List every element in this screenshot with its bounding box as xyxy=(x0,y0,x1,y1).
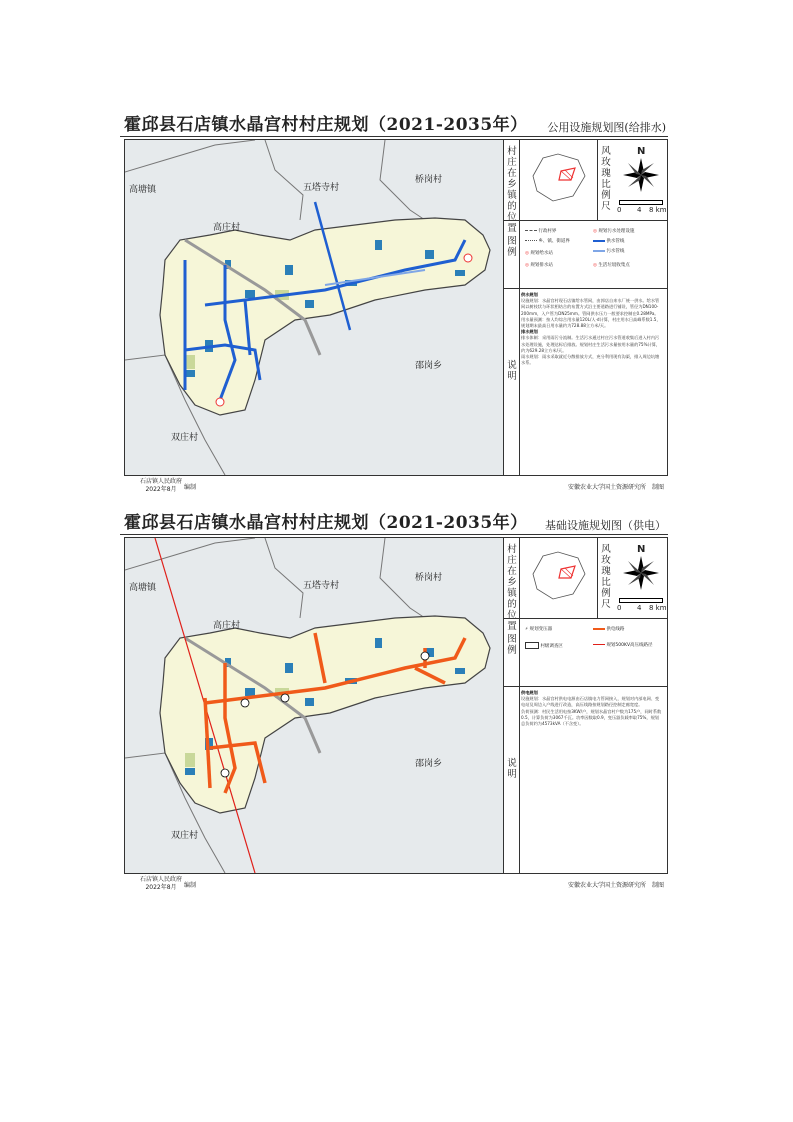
scale-bar xyxy=(619,200,663,205)
scale-label: 0 xyxy=(617,206,622,214)
map-sheet-power xyxy=(120,502,668,890)
description-text: 供电规划 设施规划：水晶宫村供电电源由石店镇电力管网接入，规划对内部电网、变电站及周边入户线进行改造，高压线路按规划路径控制走廊宽度。 负荷预测：村民生活用电按3KW/户，规划水晶宫村户数为175户，同时系数0.5，计算负荷为3067千瓦。功率因数取0.9，变压器负载率取75%，规划总负荷约为4573kVA（不含变）。 xyxy=(521,690,662,727)
legend-item: ◎ 规划排水站 xyxy=(525,263,553,268)
side-panel xyxy=(503,538,667,873)
footer-compiled: 编制 xyxy=(184,484,197,491)
main-map xyxy=(125,140,504,475)
legend-item: 村级调查区 xyxy=(525,642,563,649)
map-subtitle: 公用设施规划图(给排水) xyxy=(547,121,666,134)
place-label: 桥岗村 xyxy=(415,573,443,583)
legend-label: 图例 xyxy=(507,236,517,258)
legend-item: 行政村界 xyxy=(525,228,556,234)
location-inset-map xyxy=(523,544,593,604)
location-label: 村庄在乡镇的位置 xyxy=(507,544,517,632)
map-subtitle: 基础设施规划图（供电） xyxy=(545,519,666,532)
legend-item: 供电线路 xyxy=(593,626,624,632)
legend-item: ◎ 生活垃圾收集点 xyxy=(593,263,630,268)
village-map-svg xyxy=(125,538,503,873)
map-sheet-water xyxy=(120,104,668,492)
description-label: 说明 xyxy=(507,360,517,382)
main-map xyxy=(125,538,504,873)
legend-item: 污水管线 xyxy=(593,248,624,254)
place-label: 高庄村 xyxy=(213,223,241,233)
legend-item: 乡、镇、街道界 xyxy=(525,238,570,244)
footer-issuer: 石店镇人民政府 2022年8月 xyxy=(140,876,183,891)
legend-item: 供水管线 xyxy=(593,238,624,244)
map-frame xyxy=(124,537,668,874)
footer-compiled: 编制 xyxy=(184,882,197,889)
scale-bar xyxy=(619,598,663,603)
scale-label: 8 km xyxy=(649,206,667,214)
wind-rose-icon xyxy=(623,556,659,590)
compass-label: 风玫瑰比例尺 xyxy=(601,146,611,212)
map-frame xyxy=(124,139,668,476)
place-label: 邵岗乡 xyxy=(415,361,443,371)
legend-item: ◎ 规划污水处理设施 xyxy=(593,229,635,234)
north-arrow-label: N xyxy=(637,544,646,555)
title-bar xyxy=(120,502,668,535)
scale-label: 4 xyxy=(637,604,642,612)
scale-label: 4 xyxy=(637,206,642,214)
compass-label: 风玫瑰比例尺 xyxy=(601,544,611,610)
legend-item: 规划500KV高压线路径 xyxy=(593,642,653,648)
title-bar xyxy=(120,104,668,137)
description-text: 供水规划 设施规划：水晶宫村现石店镇给水管网，由郭店自来水厂统一供水。给水管网以树枝状与环状相结合的布置方式沿主要道路进行铺设，管径为DN100-200mm，入户管为DN25mm。管网供水压力一般要求控制在0.28MPa。 用水量预测：按人均综合用水量120L/人·d计算，村庄用水日高峰系数1.5，规划期末最高日用水量约为728.88立方米/天。 排水规划 排水体制：采用雨污分流制。生活污水通过村庄污水管道收集后进入村内污水处理设施，处理达标后排放。规划村庄生活污水量按用水量的75%计算，约为629.28立方米/天。 雨水规划：雨水采取就近分散排放方式，充分利用现有沟渠，排入周边坑塘水系。 xyxy=(521,292,661,366)
wind-rose-icon xyxy=(623,158,659,192)
place-label: 高塘镇 xyxy=(129,583,157,593)
scale-label: 0 xyxy=(617,604,622,612)
footer-issuer: 石店镇人民政府 2022年8月 xyxy=(140,478,183,493)
village-map-svg xyxy=(125,140,503,475)
map-title: 霍邱县石店镇水晶宫村村庄规划（2021-2035年） xyxy=(124,115,528,135)
footer-cartographer: 安徽农业大学国土资源研究所 制图 xyxy=(567,484,664,491)
place-label: 桥岗村 xyxy=(415,175,443,185)
place-label: 双庄村 xyxy=(171,831,199,841)
description-label: 说明 xyxy=(507,758,517,780)
legend-label: 图例 xyxy=(507,634,517,656)
side-panel xyxy=(503,140,667,475)
map-title: 霍邱县石店镇水晶宫村村庄规划（2021-2035年） xyxy=(124,513,528,533)
legend-item: ⚡ 规划变压器 xyxy=(525,627,553,632)
place-label: 五塔寺村 xyxy=(303,581,340,591)
place-label: 高塘镇 xyxy=(129,185,157,195)
location-inset-map xyxy=(523,146,593,206)
scale-label: 8 km xyxy=(649,604,667,612)
place-label: 邵岗乡 xyxy=(415,759,443,769)
footer-cartographer: 安徽农业大学国土资源研究所 制图 xyxy=(567,882,664,889)
location-label: 村庄在乡镇的位置 xyxy=(507,146,517,234)
place-label: 五塔寺村 xyxy=(303,183,340,193)
place-label: 高庄村 xyxy=(213,621,241,631)
legend-item: ◎ 规划给水站 xyxy=(525,251,553,256)
north-arrow-label: N xyxy=(637,146,646,157)
place-label: 双庄村 xyxy=(171,433,199,443)
